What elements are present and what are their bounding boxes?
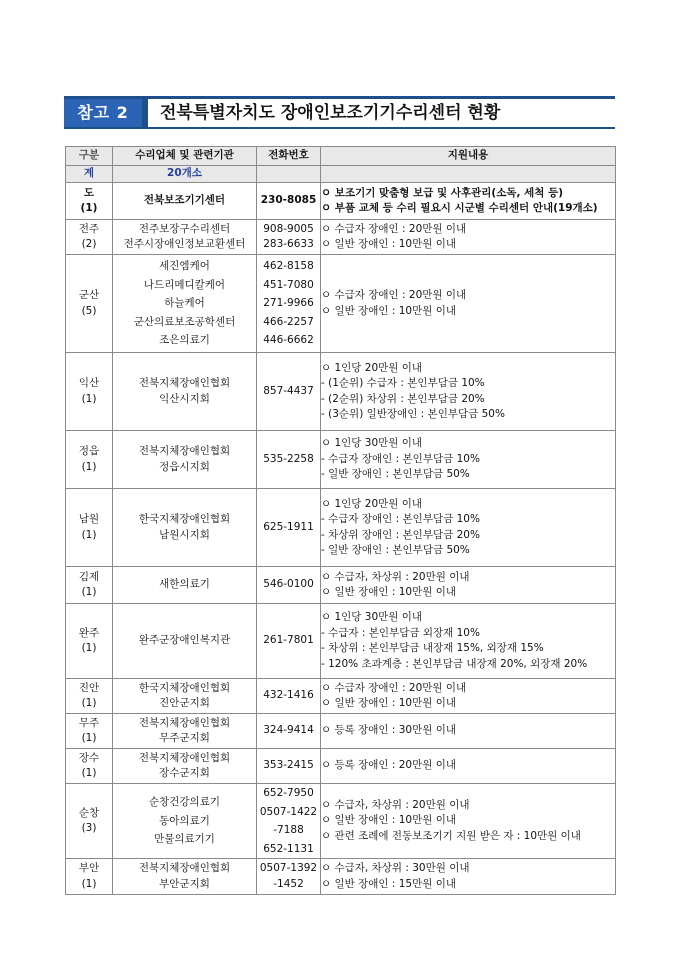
region-cell-line: 익산 (78, 377, 100, 389)
phone-cell-line: 462-8158 (263, 260, 314, 273)
support-cell-line: ㅇ 일반 장애인 : 10만원 이내 (321, 697, 457, 709)
support-cell (321, 859, 616, 895)
table-row (66, 604, 616, 679)
support-cell (321, 353, 616, 431)
region-cell-line: (1) (81, 460, 97, 473)
organization-cell-line: 조은의료기 (159, 334, 210, 347)
organization-cell-line: 전주시장애인정보교환센터 (123, 238, 246, 250)
phone-cell (257, 255, 321, 353)
support-cell-line: ㅇ 부품 교체 등 수리 필요시 시군별 수리센터 안내(19개소) (321, 202, 598, 214)
support-cell-line: ㅇ 등록 장애인 : 20만원 이내 (321, 759, 457, 772)
organization-cell (113, 714, 257, 749)
organization-cell-line: 만물의료기기 (154, 833, 215, 846)
phone-cell-line: 652-7950 (263, 787, 314, 799)
organization-cell-line: 완주군장애인복지관 (138, 634, 231, 647)
support-cell-line: - 수급자 장애인 : 본인부담금 10% (321, 452, 480, 465)
phone-cell (257, 604, 321, 679)
phone-cell-line: 535-2258 (263, 452, 314, 465)
organization-cell-line: 한국지체장애인협회 (138, 681, 231, 694)
region-cell-line: 장수 (78, 751, 100, 764)
organization-cell-line: 군산의료보조공학센터 (133, 315, 236, 328)
phone-cell-line: 353-2415 (263, 759, 314, 772)
organization-cell (113, 784, 257, 859)
support-cell-line: ㅇ 1인당 20만원 이내 (321, 497, 423, 510)
organization-cell-line: 전북지체장애인협회 (138, 716, 231, 729)
table-row (66, 679, 616, 714)
organization-cell-line: 무주군지회 (159, 732, 210, 744)
region-cell-line: (1) (81, 732, 97, 744)
support-cell-line: ㅇ 수급자, 차상위 : 30만원 이내 (321, 862, 470, 874)
support-cell-line: ㅇ 1인당 20만원 이내 (321, 361, 423, 374)
region-cell (66, 431, 113, 489)
support-cell-line: - (1순위) 수급자 : 본인부담금 10% (321, 377, 485, 389)
table-row (66, 567, 616, 604)
support-cell-line: - 일반 장애인 : 본인부담금 50% (321, 544, 470, 556)
phone-cell-line: 230-8085 (260, 194, 317, 207)
region-cell (66, 255, 113, 353)
support-cell-line: ㅇ 일반 장애인 : 15만원 이내 (321, 877, 457, 890)
organization-cell-line: 동아의료기 (159, 814, 210, 827)
support-cell-line: - 차상위 장애인 : 본인부담금 20% (321, 528, 480, 541)
phone-cell (257, 784, 321, 859)
organization-cell-line: 전주보장구수리센터 (138, 222, 231, 235)
organization-cell (113, 489, 257, 567)
table-row (66, 749, 616, 784)
organization-cell-line: 전북보조기기센터 (143, 194, 226, 207)
support-cell-line: ㅇ 1인당 30만원 이내 (321, 437, 423, 450)
organization-cell-line: 전북지체장애인협회 (138, 445, 231, 457)
region-cell-line: (3) (81, 822, 97, 834)
support-cell (321, 567, 616, 604)
support-cell-line: ㅇ 일반 장애인 : 10만원 이내 (321, 304, 457, 317)
phone-cell-line: 652-1131 (263, 842, 314, 855)
support-cell-line: - 수급자 : 본인부담금 외장재 10% (321, 626, 480, 639)
support-cell (321, 714, 616, 749)
phone-cell-line: -7188 (273, 824, 304, 836)
support-cell (321, 183, 616, 220)
section-title-bar (64, 96, 615, 130)
support-cell-line: ㅇ 수급자, 차상위 : 20만원 이내 (321, 570, 470, 583)
region-cell (66, 714, 113, 749)
organization-cell (113, 431, 257, 489)
organization-cell-line: 정읍시지회 (159, 460, 210, 473)
support-cell-line: ㅇ 일반 장애인 : 10만원 이내 (321, 238, 457, 250)
organization-cell (113, 255, 257, 353)
organization-cell-line: 부안군지회 (159, 877, 210, 890)
table-row (66, 183, 616, 220)
support-cell-line: ㅇ 보조기기 맞춤형 보급 및 사후관리(소독, 세척 등) (321, 186, 564, 199)
organization-cell (113, 567, 257, 604)
organization-cell-line: 전북지체장애인협회 (138, 751, 231, 764)
phone-cell-line: 466-2257 (263, 315, 314, 328)
support-cell-line: ㅇ 수급자, 차상위 : 20만원 이내 (321, 798, 470, 811)
phone-cell-line: 908-9005 (263, 222, 314, 235)
repair-center-table (65, 146, 616, 895)
phone-cell (257, 353, 321, 431)
region-cell-line: 부안 (78, 862, 100, 874)
region-cell-line: 김제 (78, 570, 100, 583)
support-cell (321, 604, 616, 679)
phone-cell (257, 749, 321, 784)
total-row (66, 166, 616, 183)
support-cell (321, 255, 616, 353)
region-cell-line: (1) (81, 586, 97, 598)
phone-cell (257, 489, 321, 567)
table-row (66, 859, 616, 895)
phone-cell-line: 0507-1392 (259, 862, 318, 874)
region-cell-line: 도 (83, 186, 95, 199)
phone-cell (257, 183, 321, 220)
organization-cell-line: 새한의료기 (159, 578, 210, 591)
region-cell (66, 220, 113, 255)
total-empty-support (321, 166, 616, 183)
region-cell (66, 567, 113, 604)
phone-cell-line: 432-1416 (263, 689, 314, 702)
support-cell-line: ㅇ 수급자 장애인 : 20만원 이내 (321, 681, 467, 694)
column-header-org: 수리업체 및 관련기관 (113, 147, 257, 166)
reference-badge (64, 99, 142, 127)
region-cell (66, 353, 113, 431)
organization-cell-line: 세진엠케어 (159, 260, 210, 273)
organization-cell (113, 859, 257, 895)
region-cell (66, 784, 113, 859)
support-cell (321, 220, 616, 255)
organization-cell-line: 익산시지회 (159, 392, 210, 405)
region-cell-line: 완주 (78, 626, 100, 639)
page-title: 전북특별자치도 장애인보조기기수리센터 현황 (160, 103, 501, 123)
total-empty-phone (257, 166, 321, 183)
region-cell (66, 489, 113, 567)
support-cell-line: - 120% 초과계층 : 본인부담금 내장재 20%, 외장재 20% (321, 657, 588, 670)
phone-cell (257, 859, 321, 895)
support-cell (321, 431, 616, 489)
table-header-row (66, 147, 616, 166)
phone-cell-line: 625-1911 (263, 520, 314, 533)
region-cell (66, 604, 113, 679)
region-cell (66, 749, 113, 784)
region-cell (66, 859, 113, 895)
region-cell-line: 남원 (78, 513, 100, 525)
region-cell-line: (1) (80, 202, 98, 214)
region-cell-line: 정읍 (78, 445, 100, 457)
column-header-region: 구분 (66, 147, 113, 166)
support-cell-line: ㅇ 1인당 30만원 이내 (321, 611, 423, 623)
organization-cell (113, 353, 257, 431)
organization-cell-line: 남원시지회 (159, 528, 210, 541)
phone-cell-line: 0507-1422 (259, 805, 318, 818)
phone-cell-line: 546-0100 (263, 578, 314, 591)
region-cell-line: 전주 (78, 222, 100, 235)
organization-cell-line: 전북지체장애인협회 (138, 377, 231, 389)
table-row (66, 714, 616, 749)
phone-cell-line: 446-6662 (263, 334, 314, 347)
support-cell-line: ㅇ 일반 장애인 : 10만원 이내 (321, 586, 457, 598)
support-cell-line: ㅇ 수급자 장애인 : 20만원 이내 (321, 289, 467, 301)
table-row (66, 784, 616, 859)
support-cell-line: - 차상위 : 본인부담금 내장재 15%, 외장재 15% (321, 642, 544, 654)
region-cell-line: 군산 (78, 289, 100, 301)
organization-cell (113, 183, 257, 220)
support-cell (321, 784, 616, 859)
region-cell-line: 진안 (78, 681, 100, 694)
region-cell-line: (1) (81, 697, 97, 709)
region-cell-line: (1) (81, 392, 97, 405)
phone-cell-line: 857-4437 (263, 384, 314, 397)
reference-badge-label: 참고 2 (77, 103, 129, 122)
table-row (66, 431, 616, 489)
organization-cell-line: 전북지체장애인협회 (138, 862, 231, 874)
support-cell-line: - 수급자 장애인 : 본인부담금 10% (321, 513, 480, 525)
support-cell-line: ㅇ 일반 장애인 : 10만원 이내 (321, 814, 457, 827)
phone-cell (257, 431, 321, 489)
region-cell-line: (1) (81, 528, 97, 541)
phone-cell (257, 567, 321, 604)
support-cell-line: - (3순위) 일반장애인 : 본인부담금 50% (321, 408, 505, 420)
phone-cell-line: 451-7080 (263, 278, 314, 291)
support-cell (321, 489, 616, 567)
table-row (66, 255, 616, 353)
region-cell-line: (1) (81, 642, 97, 654)
phone-cell (257, 220, 321, 255)
column-header-phone: 전화번호 (257, 147, 321, 166)
phone-cell-line: 271-9966 (263, 297, 314, 310)
phone-cell-line: 324-9414 (263, 724, 314, 737)
region-cell-line: (1) (81, 767, 97, 779)
title-bottom-rule (64, 127, 615, 129)
organization-cell-line: 나드리메디칼케어 (143, 278, 226, 291)
support-cell-line: - (2순위) 차상위 : 본인부담금 20% (321, 392, 485, 405)
phone-cell (257, 679, 321, 714)
table-row (66, 220, 616, 255)
region-cell-line: 무주 (78, 716, 100, 729)
support-cell (321, 749, 616, 784)
organization-cell (113, 604, 257, 679)
phone-cell (257, 714, 321, 749)
phone-cell-line: 261-7801 (263, 634, 314, 647)
phone-cell-line: 283-6633 (263, 238, 314, 250)
region-cell (66, 183, 113, 220)
organization-cell (113, 749, 257, 784)
support-cell-line: ㅇ 수급자 장애인 : 20만원 이내 (321, 222, 467, 235)
total-label: 계 (66, 166, 113, 183)
region-cell-line: (2) (81, 238, 97, 250)
support-cell (321, 679, 616, 714)
organization-cell-line: 진안군지회 (159, 697, 210, 709)
organization-cell-line: 순창건강의료기 (148, 796, 220, 809)
column-header-support: 지원내용 (321, 147, 616, 166)
badge-accent (142, 99, 148, 127)
total-count: 20개소 (113, 166, 257, 183)
support-cell-line: ㅇ 관련 조례에 전동보조기기 지원 받은 자 : 10만원 이내 (321, 829, 581, 842)
organization-cell-line: 하늘케어 (164, 297, 205, 310)
support-cell-line: ㅇ 등록 장애인 : 30만원 이내 (321, 724, 457, 737)
organization-cell-line: 장수군지회 (159, 767, 210, 779)
phone-cell-line: -1452 (273, 877, 304, 890)
organization-cell (113, 679, 257, 714)
region-cell-line: (1) (81, 877, 97, 890)
organization-cell (113, 220, 257, 255)
region-cell-line: 순창 (78, 806, 100, 819)
support-cell-line: - 일반 장애인 : 본인부담금 50% (321, 468, 470, 481)
table-row (66, 489, 616, 567)
table-row (66, 353, 616, 431)
organization-cell-line: 한국지체장애인협회 (138, 513, 231, 525)
region-cell (66, 679, 113, 714)
region-cell-line: (5) (81, 304, 97, 317)
